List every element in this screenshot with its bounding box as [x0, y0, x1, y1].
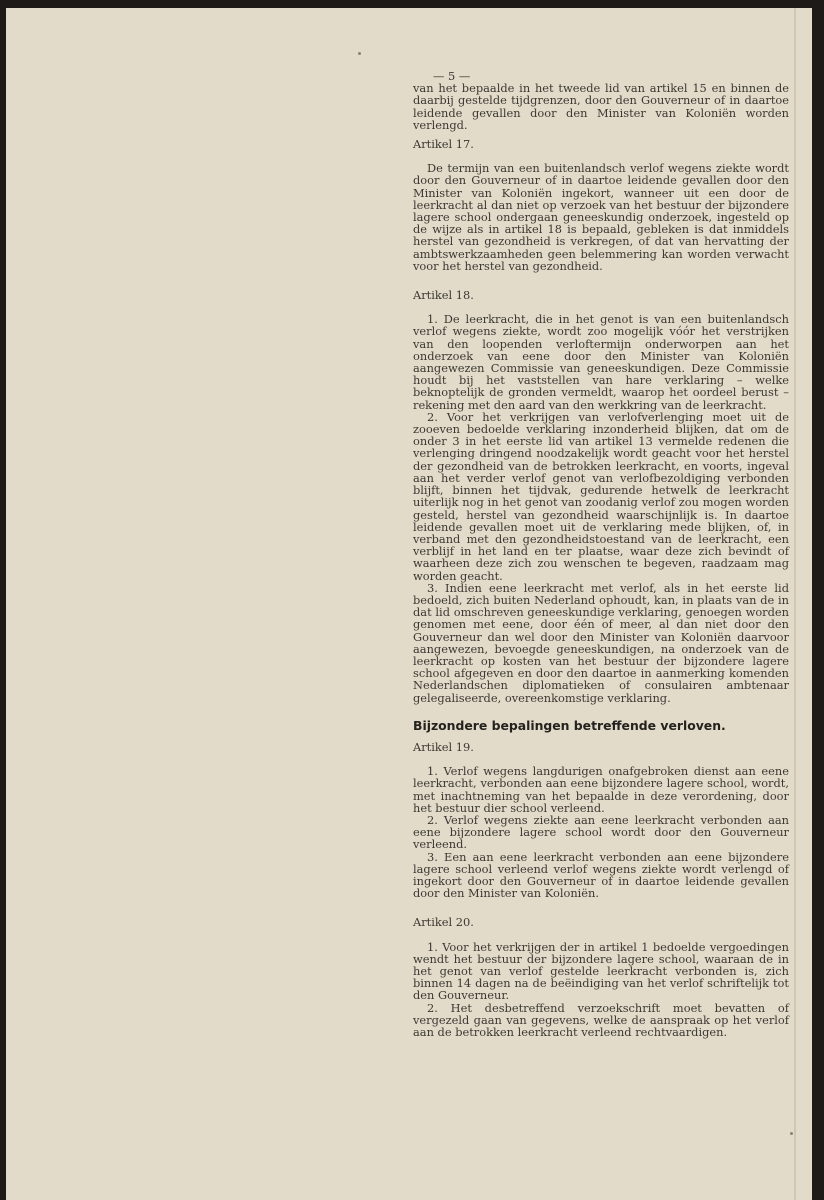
article-18-heading: Artikel 18.	[413, 288, 474, 303]
article-18-paragraph-1: 1. De leerkracht, die in het genot is van een buitenlandsch verlof wegens ziekte, wordt zoo mogelijk vóór het verstrijken van den loopenden verloftermijn onderworpen aan het onderzoek van eene door den Minister van Koloniën aangewezen Commissie van geneeskundigen. Deze Commissie houdt bij het vaststellen van hare verklaring – welke beknoptelijk de gronden vermeldt, waarop het oordeel berust – rekening met den aard van den werkkring van de leerkracht.	[413, 312, 789, 412]
article-18-paragraph-3: 3. Indien eene leerkracht met verlof, als in het eerste lid bedoeld, zich buiten Nederland ophoudt, kan, in plaats van de in dat lid omschreven geneeskundige verklaring, genoegen worden genomen met eene, door één of meer, al dan niet door den Gouverneur dan wel door den Minister van Koloniën daarvoor aangewezen, bevoegde geneeskundigen, na onderzoek van de leerkracht op kosten van het bestuur der bijzondere lagere school afgegeven en door den daartoe in aanmerking komenden Nederlandschen diplomatieken of consulairen ambtenaar gelegaliseerde, overeenkomstige verklaring.	[413, 580, 789, 705]
article-20-paragraph-1: 1. Voor het verkrijgen der in artikel 1 bedoelde vergoedingen wendt het bestuur der bijzondere lagere school, waaraan de in het genot van verlof gestelde leerkracht verbonden is, zich binnen 14 dagen na de beëindiging van het verlof schriftelijk tot den Gouverneur.	[413, 939, 789, 1003]
speck-mark	[358, 52, 361, 55]
section-title: Bijzondere bepalingen betreffende verloven.	[413, 717, 726, 733]
text-column	[413, 70, 789, 1038]
article-18-paragraph-2: 2. Voor het verkrijgen van verlofverlenging moet uit de zooeven bedoelde verklaring inzonderheid blijken, dat om de onder 3 in het eerste lid van artikel 13 vermelde redenen die verlenging dringend noodzakelijk wordt geacht voor het herstel der gezondheid van de betrokken leerkracht, en voorts, ingeval aan het verder verlof genot van verlofbezoldiging verbonden blijft, binnen het tijdvak, gedurende hetwelk de leerkracht uiterlijk nog in het genot van zoodanig verlof zou mogen worden gesteld, herstel van gezondheid waarschijnlijk is. In daartoe leidende gevallen moet uit de verklaring mede blijken, of, in verband met den gezondheidstoestand van de leerkracht, een verblijf in het land en ter plaatse, waar deze zich bevindt of waarheen deze zich zou wenschen te begeven, raadzaam mag worden geacht.	[413, 409, 789, 583]
article-19-paragraph-1: 1. Verlof wegens langdurigen onafgebroken dienst aan eene leerkracht, verbonden aan eene bijzondere lagere school, wordt, met inachtneming van het bepaalde in deze verordening, door het bestuur dier school verleend.	[413, 764, 789, 815]
page-number: — 5 —	[433, 69, 471, 83]
page-edge-line	[794, 8, 796, 1200]
article-17-paragraph: De termijn van een buitenlandsch verlof wegens ziekte wordt door den Gouverneur of in daartoe leidende gevallen door den Minister van Koloniën ingekort, wanneer uit een door de leerkracht al dan niet op verzoek van het bestuur der bijzondere lagere school ondergaan geneeskundig onderzoek, ingesteld op de wijze als in artikel 18 is bepaald, gebleken is dat inmiddels herstel van gezondheid is verkregen, of dat van hervatting der ambtswerkzaamheden geen belemmering kan worden verwacht voor het herstel van gezondheid.	[413, 161, 789, 273]
article-19-heading: Artikel 19.	[413, 739, 474, 754]
speck-mark	[790, 1132, 793, 1135]
article-20-heading: Artikel 20.	[413, 915, 474, 930]
page-content	[6, 8, 812, 1200]
intro-paragraph: van het bepaalde in het tweede lid van artikel 15 en binnen de daarbij gestelde tijdgrenzen, door den Gouverneur of in daartoe leidende gevallen door den Minister van Koloniën worden verlengd.	[413, 81, 789, 132]
article-17-heading: Artikel 17.	[413, 137, 474, 152]
article-19-paragraph-2: 2. Verlof wegens ziekte aan eene leerkracht verbonden aan eene bijzondere lagere school wordt door den Gouverneur verleend.	[413, 812, 789, 852]
document-page	[6, 8, 812, 1200]
article-20-paragraph-2: 2. Het desbetreffend verzoekschrift moet bevatten of vergezeld gaan van gegevens, welke de aanspraak op het verlof aan de betrokken leerkracht verleend rechtvaardigen.	[413, 1000, 789, 1040]
article-19-paragraph-3: 3. Een aan eene leerkracht verbonden aan eene bijzondere lagere school verleend verlof wegens ziekte wordt verlengd of ingekort door den Gouverneur of in daartoe leidende gevallen door den Minister van Koloniën.	[413, 849, 789, 901]
